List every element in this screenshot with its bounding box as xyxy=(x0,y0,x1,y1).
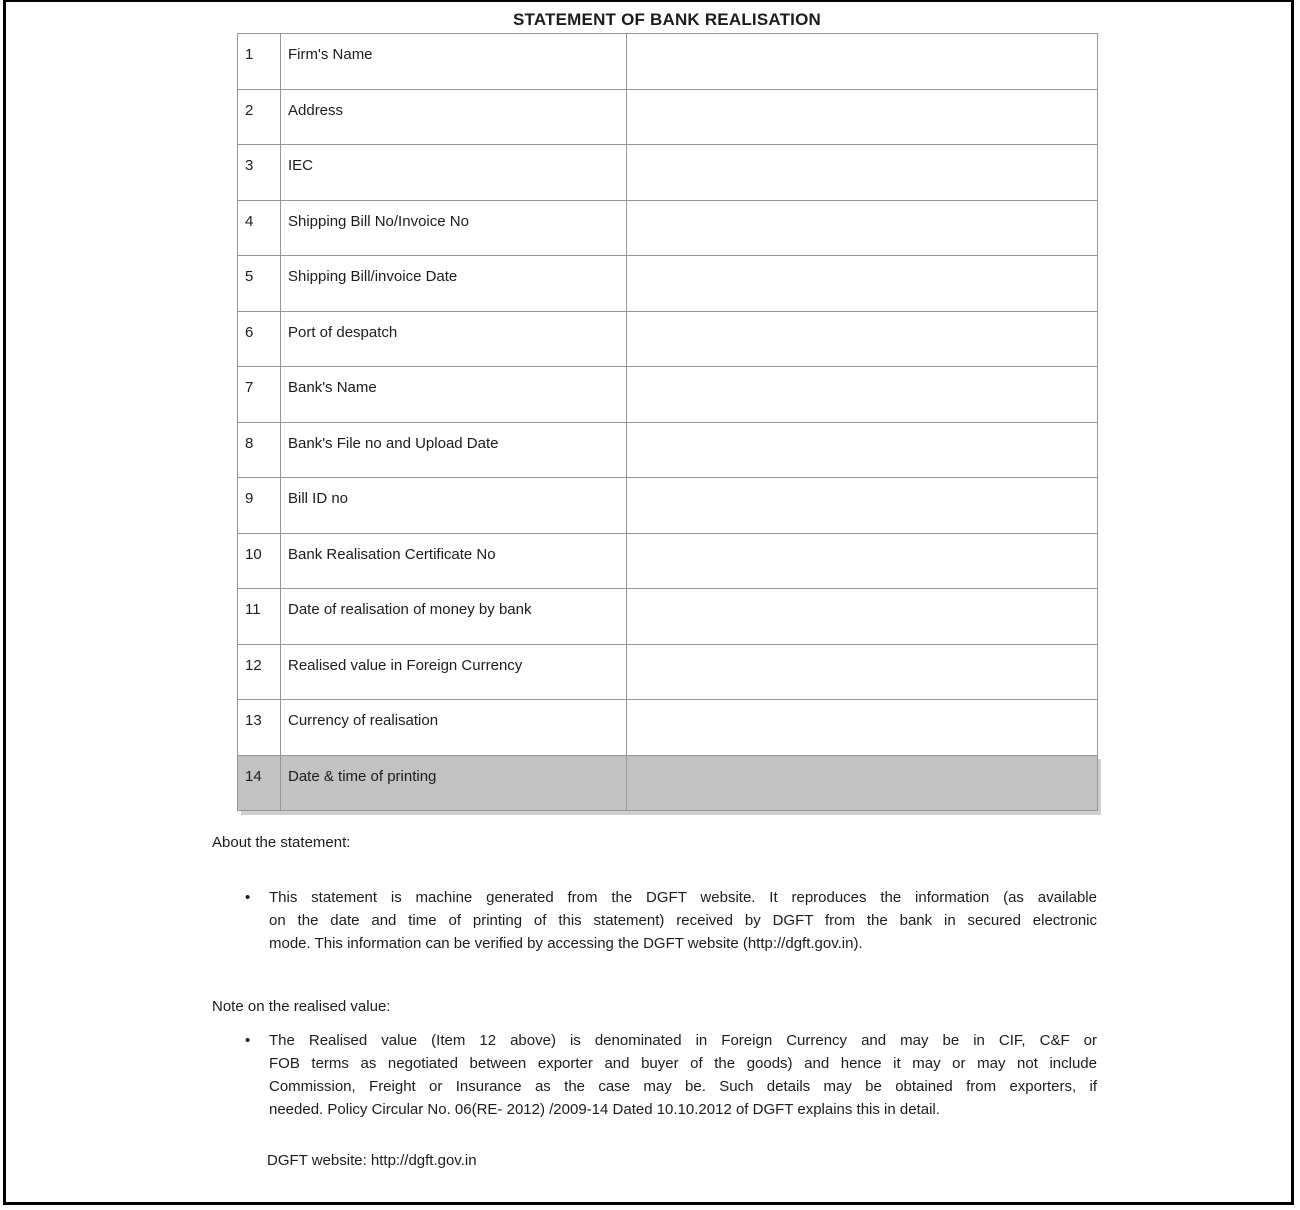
row-value-cell xyxy=(627,367,1098,423)
row-label-cell: Currency of realisation xyxy=(281,700,627,756)
row-label-cell: Date & time of printing xyxy=(281,755,627,811)
text-line: on the date and time of printing of this statement) received by DGFT from the bank in secured electronic xyxy=(269,912,1097,929)
row-value-cell xyxy=(627,644,1098,700)
note-bullet-item xyxy=(245,1029,1097,1121)
row-value-cell xyxy=(627,200,1098,256)
document-page xyxy=(3,0,1294,1205)
table-row xyxy=(238,700,1098,756)
row-value-cell xyxy=(627,89,1098,145)
table-row xyxy=(238,589,1098,645)
table-row xyxy=(238,644,1098,700)
row-label-cell: Bank's Name xyxy=(281,367,627,423)
row-label-cell: Bank Realisation Certificate No xyxy=(281,533,627,589)
page-title: STATEMENT OF BANK REALISATION xyxy=(512,10,821,29)
row-value-cell xyxy=(627,478,1098,534)
row-number-cell: 7 xyxy=(238,367,281,423)
text-line: mode. This information can be verified by accessing the DGFT website (http://dgft.gov.in). xyxy=(269,935,863,952)
row-label-cell: Firm's Name xyxy=(281,34,627,90)
table-row xyxy=(238,145,1098,201)
table-row-highlighted xyxy=(238,755,1098,811)
table-row xyxy=(238,256,1098,312)
row-label-cell: IEC xyxy=(281,145,627,201)
row-number-cell: 1 xyxy=(238,34,281,90)
table-row xyxy=(238,367,1098,423)
table-row xyxy=(238,200,1098,256)
row-label-cell: Port of despatch xyxy=(281,311,627,367)
table-row xyxy=(238,533,1098,589)
table-row xyxy=(238,478,1098,534)
about-section-heading: About the statement: xyxy=(212,834,351,851)
dgft-website-line: DGFT website: http://dgft.gov.in xyxy=(267,1152,477,1169)
text-line: Commission, Freight or Insurance as the case may be. Such details may be obtained from exporters, if xyxy=(269,1078,1097,1095)
row-number-cell: 13 xyxy=(238,700,281,756)
table-row xyxy=(238,89,1098,145)
row-label-cell: Bill ID no xyxy=(281,478,627,534)
row-label-cell: Bank's File no and Upload Date xyxy=(281,422,627,478)
about-bullet-text xyxy=(269,886,1097,955)
row-number-cell: 2 xyxy=(238,89,281,145)
row-label-cell: Address xyxy=(281,89,627,145)
text-line: needed. Policy Circular No. 06(RE- 2012) /2009-14 Dated 10.10.2012 of DGFT explains this in detail. xyxy=(269,1101,940,1118)
row-number-cell: 12 xyxy=(238,644,281,700)
bullet-dot-icon: • xyxy=(245,889,251,906)
row-number-cell: 11 xyxy=(238,589,281,645)
table-row xyxy=(238,34,1098,90)
row-number-cell: 9 xyxy=(238,478,281,534)
row-number-cell: 8 xyxy=(238,422,281,478)
row-number-cell: 3 xyxy=(238,145,281,201)
row-label-cell: Realised value in Foreign Currency xyxy=(281,644,627,700)
text-line: The Realised value (Item 12 above) is denominated in Foreign Currency and may be in CIF, C&F or xyxy=(269,1032,1097,1049)
row-number-cell: 6 xyxy=(238,311,281,367)
note-bullet-text xyxy=(269,1029,1097,1121)
row-value-cell xyxy=(627,700,1098,756)
row-number-cell: 4 xyxy=(238,200,281,256)
note-section-heading: Note on the realised value: xyxy=(212,998,391,1015)
row-value-cell xyxy=(627,422,1098,478)
row-number-cell: 10 xyxy=(238,533,281,589)
realisation-table xyxy=(237,33,1098,811)
row-value-cell xyxy=(627,755,1098,811)
row-label-cell: Shipping Bill/invoice Date xyxy=(281,256,627,312)
table-row xyxy=(238,311,1098,367)
row-label-cell: Shipping Bill No/Invoice No xyxy=(281,200,627,256)
row-number-cell: 14 xyxy=(238,755,281,811)
row-number-cell: 5 xyxy=(238,256,281,312)
row-value-cell xyxy=(627,311,1098,367)
row-value-cell xyxy=(627,145,1098,201)
about-bullet-item xyxy=(245,886,1097,955)
row-value-cell xyxy=(627,256,1098,312)
text-line: FOB terms as negotiated between exporter and buyer of the goods) and hence it may or may not include xyxy=(269,1055,1097,1072)
text-line: This statement is machine generated from the DGFT website. It reproduces the information (as available xyxy=(269,889,1097,906)
table-row xyxy=(238,422,1098,478)
row-value-cell xyxy=(627,34,1098,90)
row-value-cell xyxy=(627,533,1098,589)
row-value-cell xyxy=(627,589,1098,645)
row-label-cell: Date of realisation of money by bank xyxy=(281,589,627,645)
bullet-dot-icon: • xyxy=(245,1032,251,1049)
